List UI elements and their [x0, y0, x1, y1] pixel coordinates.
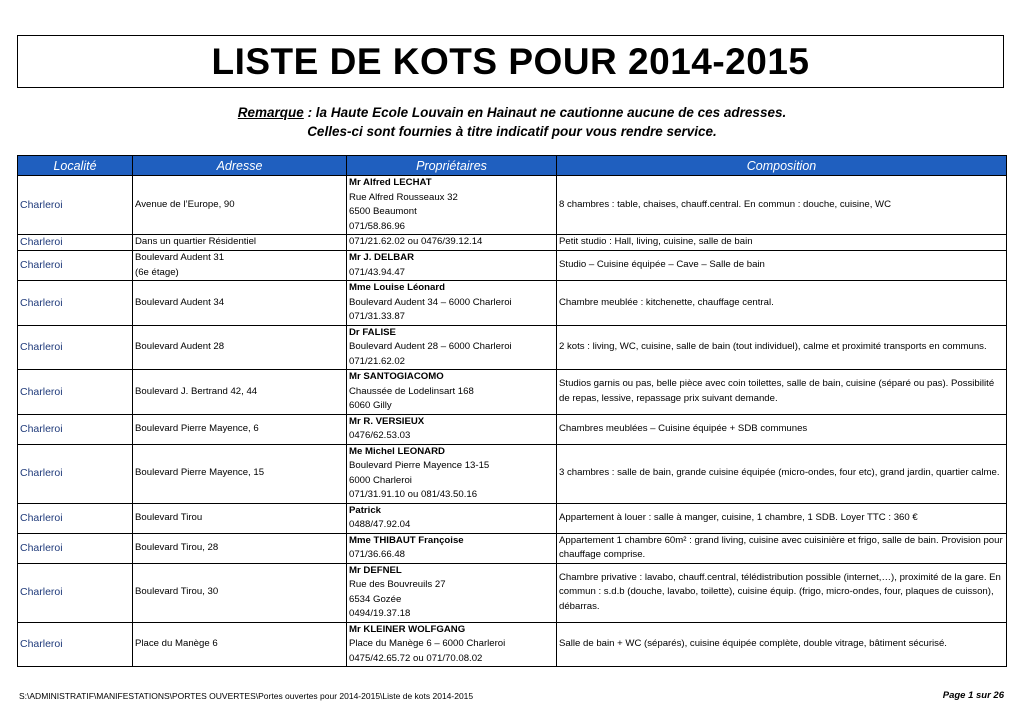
cell-adresse — [133, 251, 347, 281]
cell-localite: Charleroi — [18, 622, 133, 667]
cell-proprietaire — [347, 414, 557, 444]
owner-name: Mr Alfred LECHAT — [349, 177, 432, 188]
cell-composition: Salle de bain + WC (séparés), cuisine équipée complète, double vitrage, bâtiment sécurisé. — [557, 622, 1007, 667]
cell-adresse — [133, 414, 347, 444]
adresse-line: Place du Manège 6 — [135, 638, 218, 649]
cell-composition: Chambres meublées – Cuisine équipée + SDB communes — [557, 414, 1007, 444]
owner-line: Boulevard Audent 28 – 6000 Charleroi — [349, 341, 512, 352]
adresse-line: Boulevard Audent 28 — [135, 341, 225, 352]
cell-adresse — [133, 325, 347, 370]
owner-name: Mr KLEINER WOLFGANG — [349, 623, 466, 635]
owner-line: 071/36.66.48 — [349, 549, 406, 560]
owner-line: Boulevard Pierre Mayence 13-15 — [349, 460, 490, 471]
cell-localite: Charleroi — [18, 563, 133, 622]
adresse-line: Boulevard Audent 31 — [135, 252, 225, 263]
cell-adresse — [133, 503, 347, 533]
header-composition: Composition — [557, 156, 1007, 176]
cell-proprietaire — [347, 444, 557, 503]
table-row — [18, 176, 1007, 235]
cell-composition: Studios garnis ou pas, belle pièce avec coin toilettes, salle de bain, cuisine (séparé ou pas). Possibilité de repas, lessive, repassage prix suivant demande. — [557, 370, 1007, 415]
table-body — [18, 176, 1007, 667]
cell-proprietaire — [347, 503, 557, 533]
adresse-line: Boulevard J. Bertrand 42, 44 — [135, 385, 258, 397]
header-adresse: Adresse — [133, 156, 347, 176]
owner-line: 071/31.33.87 — [349, 311, 406, 322]
cell-adresse — [133, 235, 347, 251]
remark-line-2: Celles-ci sont fournies à titre indicatif pour vous rendre service. — [307, 124, 717, 139]
owner-line: Rue Alfred Rousseaux 32 — [349, 191, 458, 203]
adresse-line: Dans un quartier Résidentiel — [135, 236, 257, 248]
cell-localite: Charleroi — [18, 325, 133, 370]
owner-line: Place du Manège 6 – 6000 Charleroi — [349, 638, 506, 649]
adresse-line: Boulevard Pierre Mayence, 15 — [135, 467, 265, 479]
cell-proprietaire — [347, 251, 557, 281]
cell-localite: Charleroi — [18, 414, 133, 444]
header-proprietaires: Propriétaires — [347, 156, 557, 176]
cell-localite: Charleroi — [18, 444, 133, 503]
owner-line: 0488/47.92.04 — [349, 519, 411, 530]
cell-adresse — [133, 563, 347, 622]
cell-adresse — [133, 281, 347, 326]
cell-composition: Appartement 1 chambre 60m² : grand living, cuisine avec cuisinière et frigo, salle de bain. Provision pour chauffage comprise. — [557, 533, 1007, 563]
owner-name: Mr SANTOGIACOMO — [349, 371, 444, 382]
table-row — [18, 325, 1007, 370]
cell-composition: Chambre meublée : kitchenette, chauffage central. — [557, 281, 1007, 326]
cell-localite: Charleroi — [18, 235, 133, 251]
cell-localite: Charleroi — [18, 533, 133, 563]
owner-name: Me Michel LEONARD — [349, 445, 445, 457]
table-row — [18, 414, 1007, 444]
owner-line: 071/58.86.96 — [349, 220, 406, 232]
adresse-line: Boulevard Tirou, 30 — [135, 586, 219, 598]
footer-page-number: Page 1 sur 26 — [942, 690, 1004, 701]
cell-proprietaire — [347, 563, 557, 622]
table-row — [18, 503, 1007, 533]
adresse-line: Boulevard Pierre Mayence, 6 — [135, 422, 259, 434]
cell-composition: 8 chambres : table, chaises, chauff.central. En commun : douche, cuisine, WC — [557, 176, 1007, 235]
cell-composition: Chambre privative : lavabo, chauff.central, télédistribution possible (internet,…), proximité de la gare. En commun : s.d.b (douche, lavabo, toilette), cuisine équip. (frigo, micro-ondes, four, plaques de cuisson), débarras. — [557, 563, 1007, 622]
cell-proprietaire — [347, 325, 557, 370]
owner-name: Patrick — [349, 504, 381, 516]
remark — [0, 103, 1024, 141]
adresse-line: Boulevard Audent 34 — [135, 296, 225, 308]
cell-adresse — [133, 622, 347, 667]
adresse-line: (6e étage) — [135, 266, 179, 278]
cell-adresse — [133, 370, 347, 415]
remark-text-1: : la Haute Ecole Louvain en Hainaut ne cautionne aucune de ces adresses. — [303, 105, 787, 120]
owner-line: Boulevard Audent 34 – 6000 Charleroi — [349, 296, 512, 308]
header-localite: Localité — [18, 156, 133, 176]
owner-line: 071/21.62.02 — [349, 355, 406, 367]
kots-table — [17, 155, 1007, 667]
cell-proprietaire — [347, 533, 557, 563]
cell-localite: Charleroi — [18, 251, 133, 281]
owner-line: 6534 Gozée — [349, 593, 402, 605]
table-row — [18, 563, 1007, 622]
cell-proprietaire — [347, 370, 557, 415]
owner-line: 6060 Gilly — [349, 400, 392, 411]
cell-proprietaire — [347, 235, 557, 251]
cell-localite: Charleroi — [18, 281, 133, 326]
adresse-line: Avenue de l’Europe, 90 — [135, 198, 235, 210]
owner-name: Mr R. VERSIEUX — [349, 415, 425, 427]
cell-adresse — [133, 444, 347, 503]
cell-composition: Studio – Cuisine équipée – Cave – Salle de bain — [557, 251, 1007, 281]
table-row — [18, 622, 1007, 667]
owner-name: Mr DEFNEL — [349, 564, 402, 576]
cell-proprietaire — [347, 176, 557, 235]
table-row — [18, 444, 1007, 503]
cell-proprietaire — [347, 622, 557, 667]
cell-localite: Charleroi — [18, 370, 133, 415]
cell-adresse — [133, 176, 347, 235]
footer-path: S:\ADMINISTRATIF\MANIFESTATIONS\PORTES OUVERTES\Portes ouvertes pour 2014-2015\Liste de kots 2014-2015 — [19, 691, 474, 701]
owner-line: Rue des Bouvreuils 27 — [349, 579, 446, 590]
cell-localite: Charleroi — [18, 503, 133, 533]
cell-composition: 2 kots : living, WC, cuisine, salle de bain (tout individuel), calme et proximité transports en communs. — [557, 325, 1007, 370]
owner-line: Chaussée de Lodelinsart 168 — [349, 385, 474, 397]
table-row — [18, 370, 1007, 415]
cell-composition: Appartement à louer : salle à manger, cuisine, 1 chambre, 1 SDB. Loyer TTC : 360 € — [557, 503, 1007, 533]
owner-name: Mr J. DELBAR — [349, 252, 415, 263]
owner-line: 0476/62.53.03 — [349, 430, 411, 441]
owner-line: 0475/42.65.72 ou 071/70.08.02 — [349, 652, 483, 664]
table-row — [18, 251, 1007, 281]
cell-composition: Petit studio : Hall, living, cuisine, salle de bain — [557, 235, 1007, 251]
title-box — [17, 35, 1004, 88]
owner-line: 071/31.91.10 ou 081/43.50.16 — [349, 489, 478, 500]
remark-label: Remarque — [237, 105, 304, 120]
page-title: LISTE DE KOTS POUR 2014-2015 — [211, 40, 810, 82]
cell-localite: Charleroi — [18, 176, 133, 235]
owner-name: Dr FALISE — [349, 326, 396, 338]
owner-name: Mme Louise Léonard — [349, 282, 445, 293]
cell-composition: 3 chambres : salle de bain, grande cuisine équipée (micro-ondes, four etc), grand jardin, quartier calme. — [557, 444, 1007, 503]
remark-line-1 — [0, 103, 1024, 122]
table-row — [18, 281, 1007, 326]
owner-line: 0494/19.37.18 — [349, 608, 411, 619]
owner-name: Mme THIBAUT Françoise — [349, 534, 464, 546]
table-header-row — [18, 156, 1007, 176]
owner-line: 071/21.62.02 ou 0476/39.12.14 — [349, 236, 483, 248]
owner-line: 071/43.94.47 — [349, 266, 406, 278]
table-row — [18, 533, 1007, 563]
owner-line: 6500 Beaumont — [349, 206, 417, 217]
adresse-line: Boulevard Tirou, 28 — [135, 541, 219, 553]
owner-line: 6000 Charleroi — [349, 474, 412, 486]
cell-proprietaire — [347, 281, 557, 326]
table-row — [18, 235, 1007, 251]
adresse-line: Boulevard Tirou — [135, 511, 203, 523]
cell-adresse — [133, 533, 347, 563]
